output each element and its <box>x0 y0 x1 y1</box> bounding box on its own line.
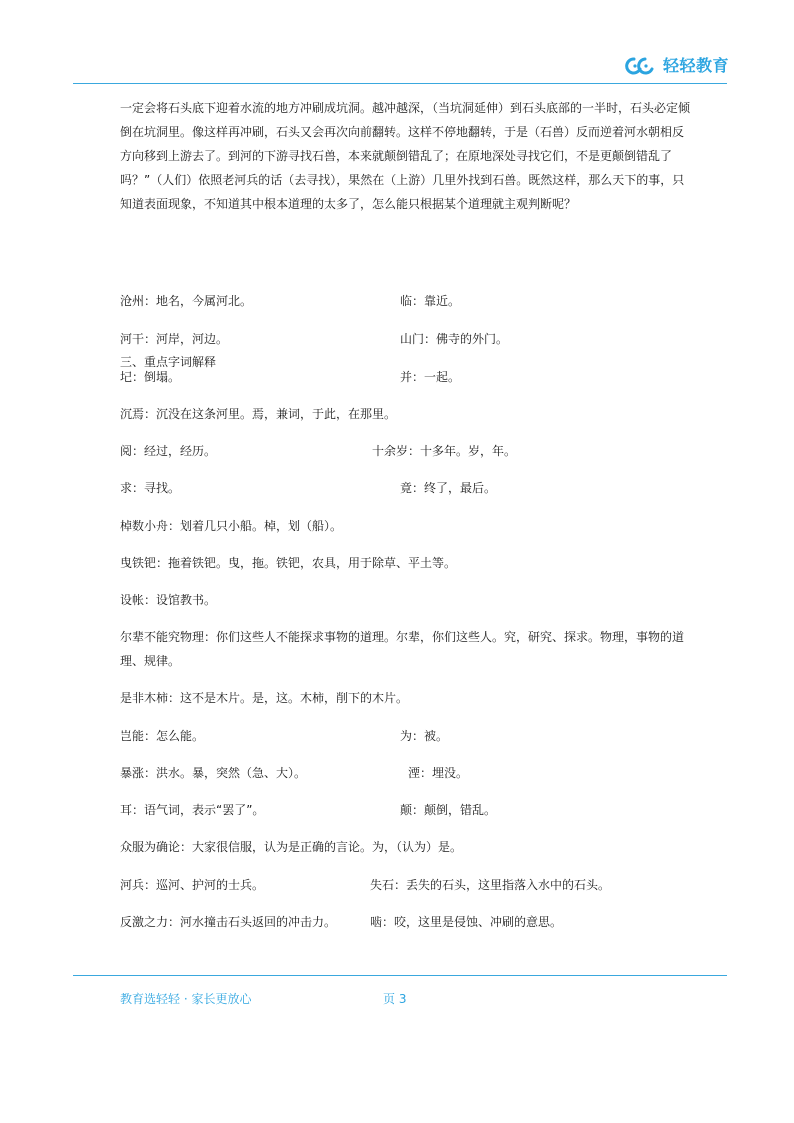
gloss-row <box>120 798 690 822</box>
gloss-term: 为：被。 <box>400 729 449 743</box>
gloss-term: 众服为确论：大家很信服，认为是正确的言论。为，（认为）是。 <box>120 840 463 854</box>
gloss-row <box>120 476 690 500</box>
gloss-term: 是非木柿：这不是木片。是，这。木柿，削下的木片。 <box>120 691 409 705</box>
gloss-row <box>120 402 690 426</box>
page-number: 页 3 <box>383 992 407 1006</box>
gloss-row <box>120 514 690 538</box>
gloss-term: 求：寻找。 <box>120 481 181 495</box>
gloss-term: 暴涨：洪水。暴，突然（急、大）。 <box>120 766 307 780</box>
gloss-term: 河干：河岸，河边。 <box>120 332 229 346</box>
gloss-row <box>120 761 690 785</box>
gloss-row <box>120 724 690 748</box>
footer-slogan: 教育选轻轻 · 家长更放心 <box>120 992 252 1006</box>
gloss-term: 耳：语气词，表示“罢了”。 <box>120 803 265 817</box>
gloss-row <box>120 873 690 897</box>
gloss-term: 十余岁：十多年。岁，年。 <box>372 444 517 458</box>
section-heading: 三、重点字词解释 <box>120 355 217 369</box>
gloss-term: 失石：丢失的石头，这里指落入水中的石头。 <box>370 878 611 892</box>
body-paragraph: 一定会将石头底下迎着水流的地方冲刷成坑洞。越冲越深，（当坑洞延伸）到石头底部的一半时，石头必定倾倒在坑洞里。像这样再冲刷，石头又会再次向前翻转。这样不停地翻转，于是（石兽）反而逆着河水朝相反方向移到上游去了。到河的下游寻找石兽，本来就颠倒错乱了；在原地深处寻找它们，不是更颠倒错乱了吗？”（人们）依照老河兵的话（去寻找），果然在（上游）几里外找到石兽。既然这样，那么天下的事，只知道表面现象，不知道其中根本道理的太多了，怎么能只根据某个道理就主观判断呢？ <box>120 101 691 211</box>
gloss-term: 并：一起。 <box>400 370 461 384</box>
gloss-row: 尔辈不能究物理：你们这些人不能探求事物的道理。尔辈，你们这些人。究，研究、探求。物理，事物的道理、规律。 <box>120 630 685 668</box>
gloss-term: 竟：终了，最后。 <box>400 481 497 495</box>
gloss-row <box>120 551 690 575</box>
gloss-row <box>120 289 690 313</box>
gloss-row <box>120 835 690 859</box>
gloss-term: 沉焉：沉没在这条河里。焉，兼词，于此，在那里。 <box>120 407 397 421</box>
gloss-term: 沧州：地名，今属河北。 <box>120 294 253 308</box>
gloss-row <box>120 588 690 612</box>
gloss-term: 颠：颠倒，错乱。 <box>400 803 497 817</box>
footer-divider <box>73 975 727 976</box>
gloss-term: 阅：经过，经历。 <box>120 444 217 458</box>
page-content <box>120 96 691 929</box>
gloss-term: 湮：埋没。 <box>408 766 469 780</box>
logo-text: 轻轻教育 <box>663 56 730 75</box>
header-divider <box>73 83 727 84</box>
gloss-row <box>120 910 690 934</box>
header-logo <box>625 56 729 76</box>
gloss-row <box>120 439 690 463</box>
gloss-row <box>120 327 690 351</box>
gloss-row <box>120 686 690 710</box>
gloss-term: 曳铁钯：拖着铁钯。曳，拖。铁钯，农具，用于除草、平土等。 <box>120 556 457 570</box>
gloss-term: 反激之力：河水撞击石头返回的冲击力。 <box>120 915 337 929</box>
gloss-term: 山门：佛寺的外门。 <box>400 332 509 346</box>
gloss-term: 啮：咬，这里是侵蚀、冲刷的意思。 <box>370 915 563 929</box>
logo-mark-icon <box>625 56 659 76</box>
gloss-term: 岂能：怎么能。 <box>120 729 205 743</box>
gloss-term: 圮：倒塌。 <box>120 370 181 384</box>
gloss-term: 河兵：巡河、护河的士兵。 <box>120 878 265 892</box>
gloss-term: 棹数小舟：划着几只小船。棹，划（船）。 <box>120 519 343 533</box>
gloss-row <box>120 365 690 389</box>
gloss-term: 临：靠近。 <box>400 294 461 308</box>
gloss-term: 设帐：设馆教书。 <box>120 593 217 607</box>
